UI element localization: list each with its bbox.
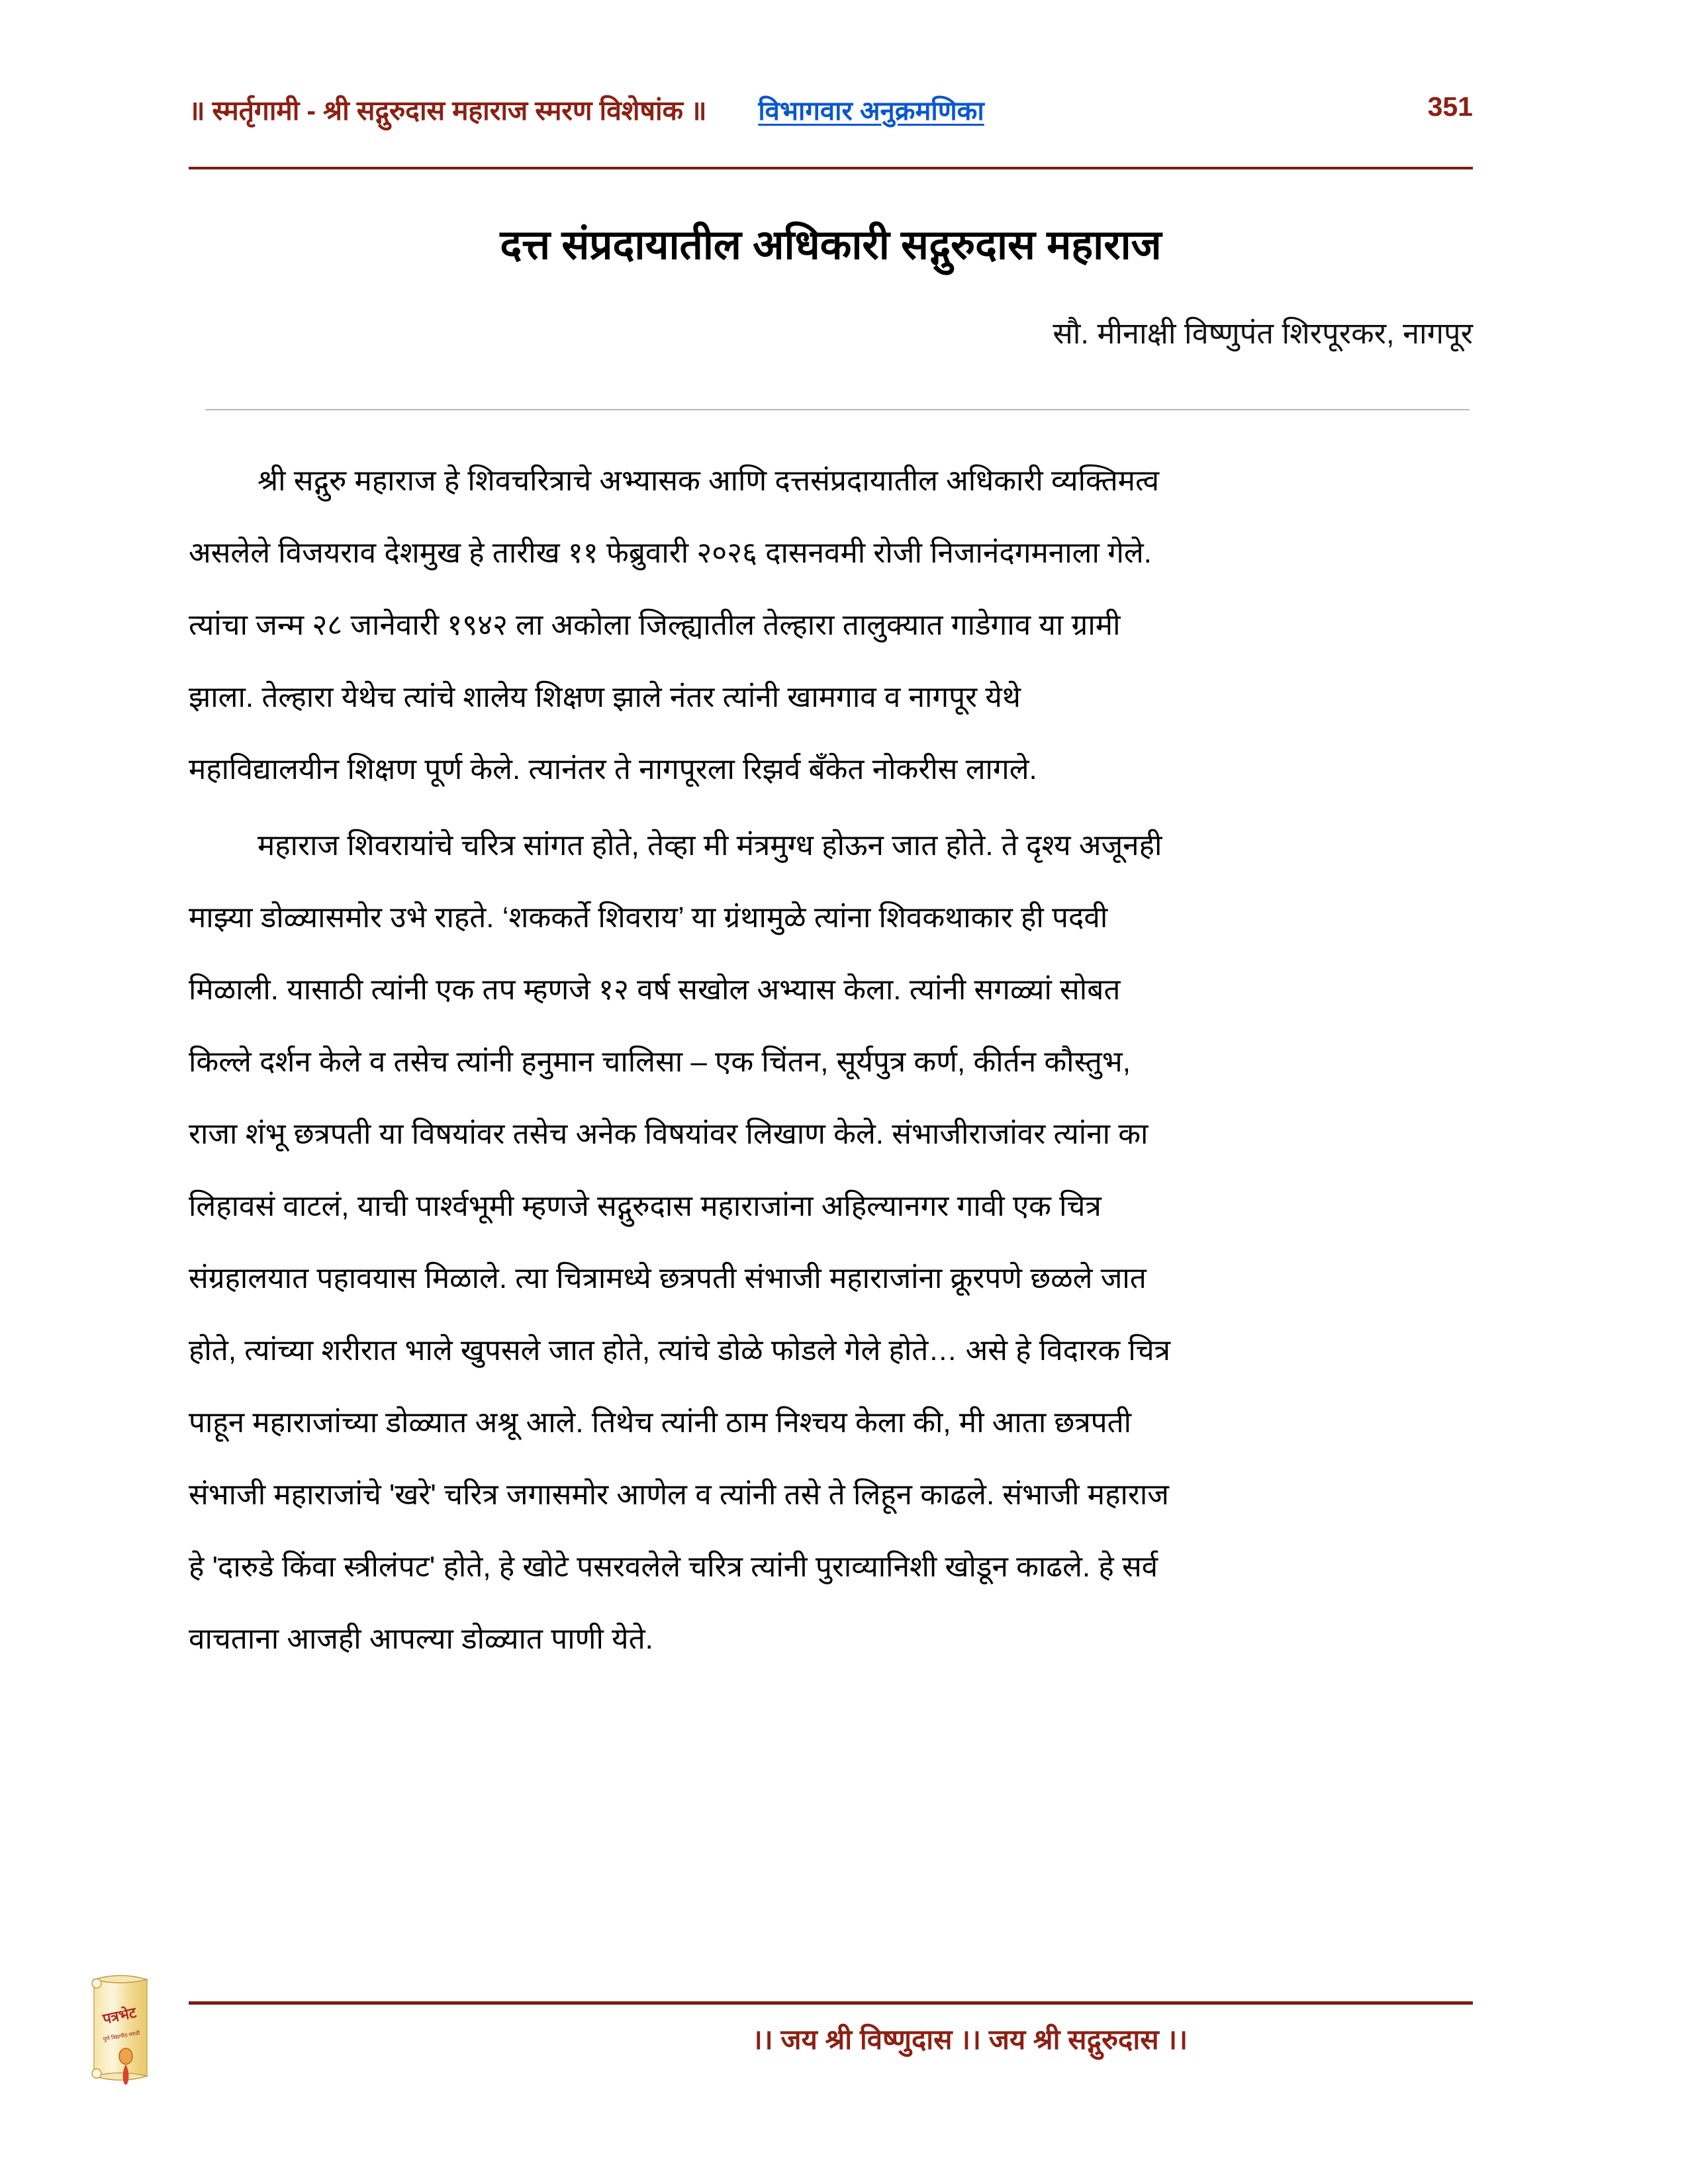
text-line: मिळाली. यासाठी त्यांनी एक तप म्हणजे १२ वर्ष सखोल अभ्यास केला. त्यांनी सगळ्यां सोबत <box>189 974 1121 1006</box>
paragraph <box>189 809 1476 1675</box>
article-byline: सौ. मीनाक्षी विष्णुपंत शिरपूरकर, नागपूर <box>1053 316 1473 350</box>
text-line: असलेले विजयराव देशमुख हे तारीख ११ फेब्रुवारी २०२६ दासनवमी रोजी निजानंदगमनाला गेले. <box>189 537 1152 569</box>
paragraph <box>189 445 1476 805</box>
text-line: संभाजी महाराजांचे 'खरे' चरित्र जगासमोर आणेल व त्यांनी तसे ते लिहून काढले. संभाजी महाराज <box>189 1479 1169 1511</box>
text-line: किल्ले दर्शन केले व तसेच त्यांनी हनुमान चालिसा – एक चिंतन, सूर्यपुत्र कर्ण, कीर्तन कौस्तुभ, <box>189 1046 1131 1078</box>
patrabhet-scroll-logo <box>85 1969 159 2085</box>
title-divider <box>205 409 1470 410</box>
header-divider <box>189 167 1473 169</box>
svg-text:पत्रभेट: पत्रभेट <box>101 2004 138 2028</box>
header-index-link[interactable]: विभागवार अनुक्रमणिका <box>758 97 984 126</box>
text-line: झाला. तेल्हारा येथेच त्यांचे शालेय शिक्षण झाले नंतर त्यांनी खामगाव व नागपूर येथे <box>189 681 1021 713</box>
text-line: महाविद्यालयीन शिक्षण पूर्ण केले. त्यानंतर ते नागपूरला रिझर्व बँकेत नोकरीस लागले. <box>189 753 1037 786</box>
text-line: संग्रहालयात पहावयास मिळाले. त्या चित्रामध्ये छत्रपती संभाजी महाराजांना क्रूरपणे छळले जात <box>189 1262 1147 1295</box>
text-line: राजा शंभू छत्रपती या विषयांवर तसेच अनेक विषयांवर लिखाण केले. संभाजीराजांवर त्यांना का <box>189 1118 1149 1150</box>
text-line: महाराज शिवरायांचे चरित्र सांगत होते, तेव्हा मी मंत्रमुग्ध होऊन जात होते. ते दृश्य अजूनही <box>258 829 1162 862</box>
text-line: वाचताना आजही आपल्या डोळ्यात पाणी येते. <box>189 1623 653 1655</box>
text-line: हे 'दारुडे किंवा स्त्रीलंपट' होते, हे खोटे पसरवलेले चरित्र त्यांनी पुराव्यानिशी खोडून काढले. हे सर्व <box>189 1551 1158 1583</box>
text-line: पाहून महाराजांच्या डोळ्यात अश्रू आले. तिथेच त्यांनी ठाम निश्चय केला की, मी आता छत्रपती <box>189 1406 1132 1439</box>
text-line: त्यांचा जन्म २८ जानेवारी १९४२ ला अकोला जिल्ह्यातील तेल्हारा तालुक्यात गाडेगाव या ग्रामी <box>189 609 1121 641</box>
article-title: दत्त संप्रदायातील अधिकारी सद्गुरुदास महाराज <box>500 222 1162 268</box>
svg-text:पुणे विद्यापीठ मराठी: पुणे विद्यापीठ मराठी <box>102 2030 141 2042</box>
header-issue-title: ॥ स्मर्तृगामी - श्री सद्गुरुदास महाराज स्मरण विशेषांक ॥ <box>189 95 707 126</box>
text-line: माझ्या डोळ्यासमोर उभे राहते. ‘शककर्ते शिवराय’ या ग्रंथामुळे त्यांना शिवकथाकार ही पदवी <box>189 901 1108 934</box>
footer-invocation: ।। जय श्री विष्णुदास ।। जय श्री सद्गुरुदास ।। <box>751 2024 1188 2055</box>
text-line: श्री सद्गुरु महाराज हे शिवचरित्राचे अभ्यासक आणि दत्तसंप्रदायातील अधिकारी व्यक्तिमत्व <box>258 465 1160 497</box>
page-header <box>189 91 1473 128</box>
text-line: होते, त्यांच्या शरीरात भाले खुपसले जात होते, त्यांचे डोळे फोडले गेले होते… असे हे विदारक चित्र <box>189 1334 1171 1367</box>
article-body <box>189 445 1476 1679</box>
page-number: 351 <box>1427 91 1473 122</box>
footer-divider <box>189 2001 1473 2005</box>
text-line: लिहावसं वाटलं, याची पार्श्वभूमी म्हणजे सद्गुरुदास महाराजांना अहिल्यानगर गावी एक चित्र <box>189 1190 1102 1222</box>
